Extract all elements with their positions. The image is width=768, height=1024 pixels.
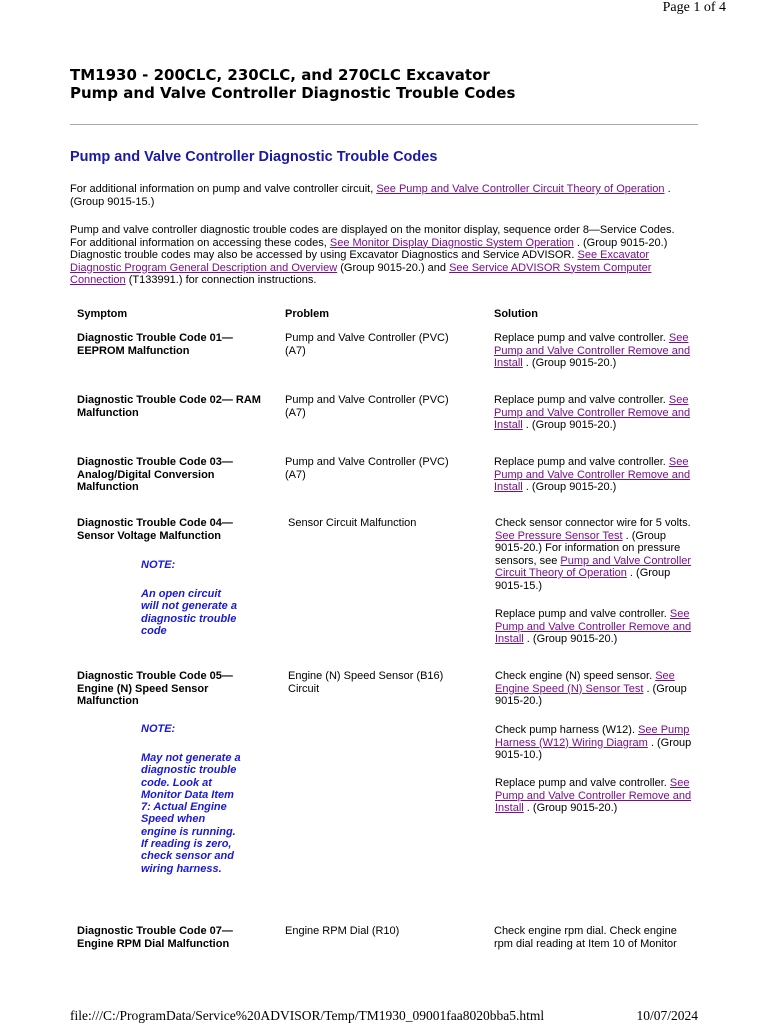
row-1-solution-tail: . (Group 9015-20.) [522,357,617,369]
row-1-problem: Pump and Valve Controller (PVC) (A7) [285,332,449,357]
monitor-display-link[interactable]: See Monitor Display Diagnostic System Operation [329,236,574,249]
row-3-problem: Pump and Valve Controller (PVC) (A7) [285,456,449,481]
row-6-problem: Engine RPM Dial (R10) [285,925,400,937]
intro1-text: For additional information on pump and valve controller circuit, [70,183,377,195]
row-5-solution-2-tail: . (Group 9015-10.) [495,736,692,761]
diagnostic-program-link[interactable]: See Excavator Diagnostic Program General Description and Overview [70,249,650,274]
row-6-solution: Check engine rpm dial. Check engine rpm dial reading at Item 10 of Monitor [494,925,677,950]
row-4-solution-2-text: Replace pump and valve controller. [495,608,670,620]
row-2-solution-text: Replace pump and valve controller. [494,394,669,406]
row-5-solution-2 [495,724,695,762]
intro2-text-2: . (Group 9015-20.) Diagnostic trouble codes may also be accessed by using Excavator Diagnostics and Service ADVISOR. [70,236,668,261]
row-4-solution-text: Check sensor connector wire for 5 volts. [495,517,691,529]
row-5-note-label: NOTE: [141,723,176,735]
intro-paragraph-1 [70,183,690,208]
section-heading: Pump and Valve Controller Diagnostic Trouble Codes [70,149,438,165]
engine-speed-sensor-test-link[interactable]: See Engine Speed (N) Sensor Test [495,670,675,695]
row-1-solution-text: Replace pump and valve controller. [494,332,669,344]
page-number: Page 1 of 4 [662,0,726,15]
row-4-solution-tail: . (Group 9015-15.) [495,567,671,592]
row-2-remove-install-link[interactable]: See Pump and Valve Controller Remove and Install [494,394,691,431]
row-4-solution-2-tail: . (Group 9015-20.) [523,633,618,645]
print-footer [70,1008,698,1024]
row-5-symptom: Diagnostic Trouble Code 05— Engine (N) Speed Sensor Malfunction [77,670,233,707]
intro2-text-3: (Group 9015-20.) and [337,261,450,274]
row-3-solution [494,456,694,494]
footer-file-path: file:///C:/ProgramData/Service%20ADVISOR/Temp/TM1930_09001faa8020bba5.html [70,1008,545,1023]
row-5-solution-tail: . (Group 9015-20.) [495,682,687,707]
service-advisor-link[interactable]: See Service ADVISOR System Computer Connection [70,261,652,286]
header-problem: Problem [285,308,330,320]
row-3-solution-tail: . (Group 9015-20.) [522,481,617,493]
row-5-note-text: May not generate a diagnostic trouble code. Look at Monitor Data Item 7: Actual Engine Speed when engine is running. If reading is zero, check sensor and wiring harness. [141,752,241,875]
intro1-tail: . (Group 9015-15.) [70,183,671,208]
document-title-line-2: Pump and Valve Controller Diagnostic Trouble Codes [70,84,516,102]
row-2-problem: Pump and Valve Controller (PVC) (A7) [285,394,449,419]
row-1-symptom: Diagnostic Trouble Code 01— EEPROM Malfunction [77,332,233,357]
row-4-solution-mid: . (Group 9015-20.) For information on pressure sensors, see [495,529,681,567]
row-1-remove-install-link[interactable]: See Pump and Valve Controller Remove and Install [494,332,691,369]
row-5-solution-1 [495,670,695,708]
row-3-symptom: Diagnostic Trouble Code 03— Analog/Digital Conversion Malfunction [77,456,233,493]
document-title [70,66,710,102]
title-divider [70,124,698,125]
row-4-solution-1 [495,517,695,592]
intro2-text-4: (T133991.) for connection instructions. [125,274,317,286]
row-4-problem: Sensor Circuit Malfunction [288,517,417,529]
row-5-solution-text: Check engine (N) speed sensor. [495,670,656,682]
row-1-solution [494,332,694,370]
intro-paragraph-2 [70,224,690,287]
row-5-problem: Engine (N) Speed Sensor (B16) Circuit [288,670,444,695]
pressure-sensor-test-link[interactable]: See Pressure Sensor Test [495,529,623,542]
row-2-solution-tail: . (Group 9015-20.) [522,419,617,431]
header-solution: Solution [494,308,538,320]
row-4-remove-install-link[interactable]: See Pump and Valve Controller Remove and Install [495,608,692,645]
circuit-theory-link[interactable]: See Pump and Valve Controller Circuit Theory of Operation [376,183,665,195]
row-4-note-text: An open circuit will not generate a diagnostic trouble code [141,588,237,637]
row-5-remove-install-link[interactable]: See Pump and Valve Controller Remove and Install [495,777,692,814]
row-3-remove-install-link[interactable]: See Pump and Valve Controller Remove and Install [494,456,691,493]
row-4-circuit-theory-link[interactable]: Pump and Valve Controller Circuit Theory of Operation [495,554,692,579]
row-5-solution-3 [495,777,695,815]
pump-harness-wiring-link[interactable]: See Pump Harness (W12) Wiring Diagram [495,724,690,749]
intro2-text: Pump and valve controller diagnostic trouble codes are displayed on the monitor display, sequence order 8—Service Codes. For additional information on accessing these codes, [70,224,675,249]
row-5-solution-2-text: Check pump harness (W12). [495,724,639,736]
row-2-solution [494,394,694,432]
footer-date: 10/07/2024 [636,1008,698,1023]
row-4-solution-2 [495,608,695,646]
row-2-symptom: Diagnostic Trouble Code 02— RAM Malfunction [77,394,261,419]
row-5-solution-3-tail: . (Group 9015-20.) [523,802,618,814]
row-4-symptom: Diagnostic Trouble Code 04— Sensor Voltage Malfunction [77,517,233,542]
row-5-solution-3-text: Replace pump and valve controller. [495,777,670,789]
row-6-symptom: Diagnostic Trouble Code 07— Engine RPM Dial Malfunction [77,925,233,950]
row-4-note-label: NOTE: [141,559,176,571]
row-3-solution-text: Replace pump and valve controller. [494,456,669,468]
document-title-line-1: TM1930 - 200CLC, 230CLC, and 270CLC Excavator [70,66,490,84]
header-symptom: Symptom [77,308,128,320]
